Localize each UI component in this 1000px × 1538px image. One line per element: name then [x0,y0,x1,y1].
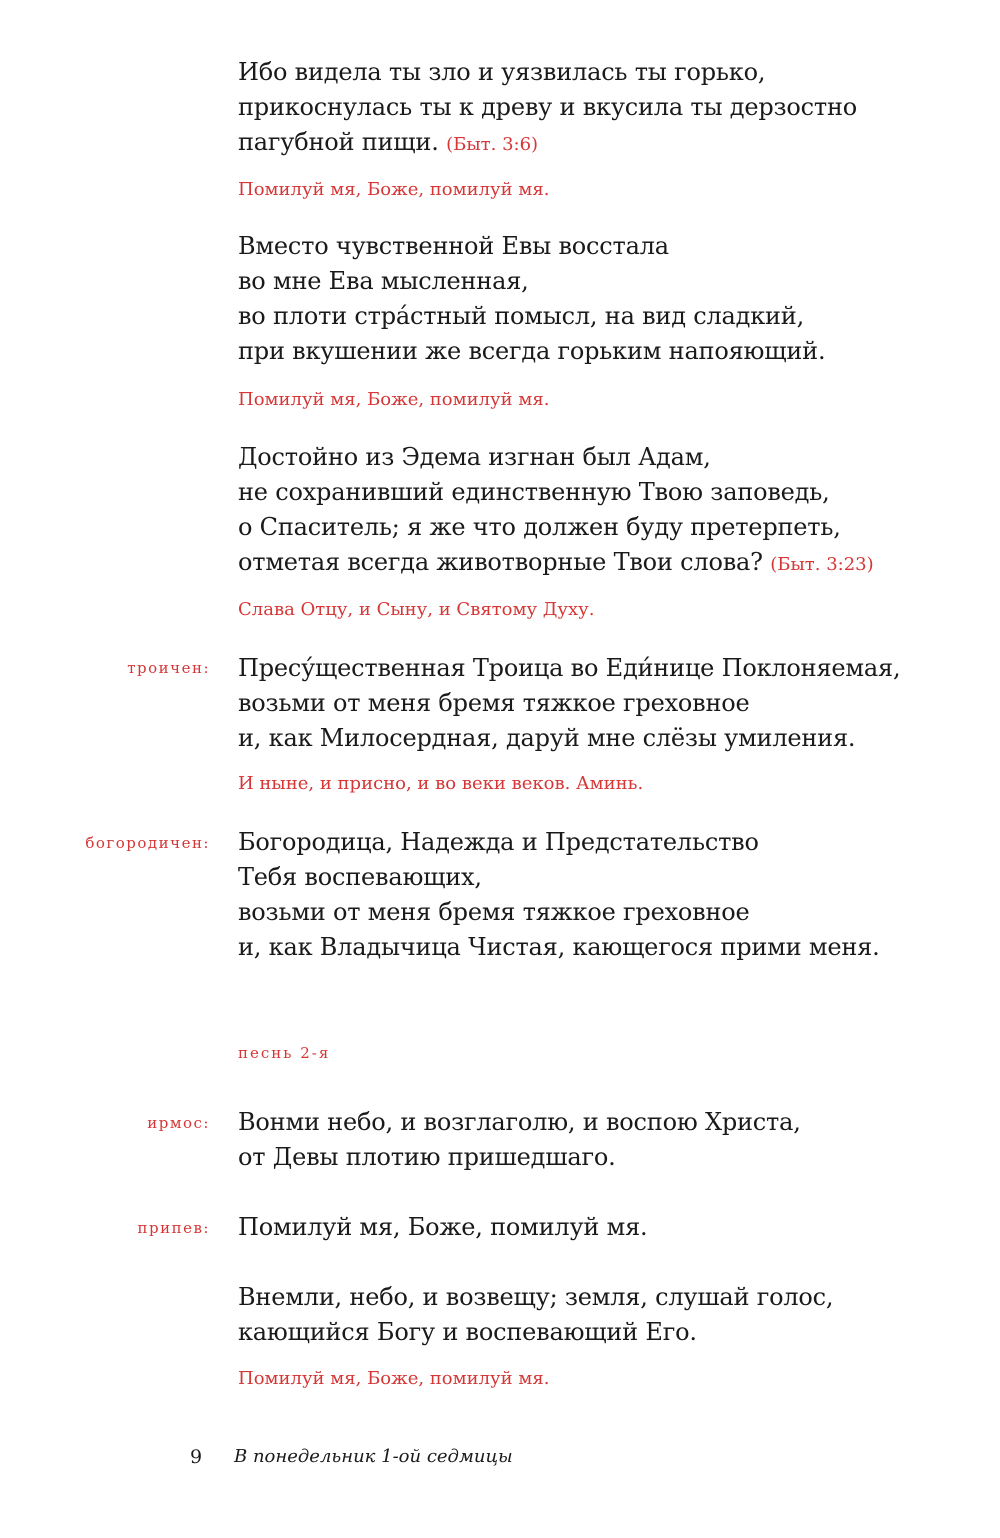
verse-line: и, как Владычица Чистая, кающегося прими меня. [238,933,880,961]
verse-line: во мне Ева мысленная, [238,267,529,295]
verse-line: Пресу́щественная Троица во Еди́нице Поклоняемая, [238,654,901,682]
verse-line: кающийся Богу и воспевающий Его. [238,1318,697,1346]
verse-line: Вонми небо, и возглаголю, и воспою Христа, [238,1108,801,1136]
verse-line: и, как Милосердная, даруй мне слёзы умиления. [238,724,856,752]
irmos-stanza [238,1105,938,1175]
verse-text: пагубной пищи. [238,128,439,156]
verse-line: о Спаситель; я же что должен буду претерпеть, [238,513,841,541]
verse-line: прикоснулась ты к древу и вкусила ты дерзостно [238,93,858,121]
refrain: Помилуй мя, Боже, помилуй мя. [238,1368,550,1389]
stanza-2 [238,229,938,369]
scripture-reference: (Быт. 3:23) [770,554,874,575]
verse-line: Тебя воспевающих, [238,863,482,891]
verse-line: Богородица, Надежда и Предстательство [238,828,759,856]
verse-line: Достойно из Эдема изгнан был Адам, [238,443,711,471]
stanza-1 [238,55,938,162]
bogorodichen-label: богородичен: [85,834,210,852]
verse-line: Вместо чувственной Евы восстала [238,232,669,260]
pripev-text [238,1210,938,1245]
verse-line-with-ref [238,125,938,162]
verse-line: Внемли, небо, и возвещу; земля, слушай голос, [238,1283,834,1311]
verse-text: отметая всегда животворные Твои слова? [238,548,763,576]
verse-line: во плоти стра́стный помысл, на вид сладкий, [238,302,805,330]
refrain: И ныне, и присно, и во веки веков. Аминь. [238,773,644,794]
verse-line: при вкушении же всегда горьким напояющий. [238,337,826,365]
verse-line: Ибо видела ты зло и уязвилась ты горько, [238,58,766,86]
scripture-reference: (Быт. 3:6) [446,134,539,155]
bogorodichen-stanza [238,825,938,965]
refrain: Слава Отцу, и Сыну, и Святому Духу. [238,599,595,620]
verse-line: Помилуй мя, Боже, помилуй мя. [238,1213,648,1241]
refrain: Помилуй мя, Боже, помилуй мя. [238,179,550,200]
verse-line-with-ref [238,545,938,582]
song-heading: песнь 2-я [238,1044,331,1062]
verse-line: возьми от меня бремя тяжкое греховное [238,898,750,926]
refrain: Помилуй мя, Боже, помилуй мя. [238,389,550,410]
troichen-stanza [238,651,938,756]
page-number: 9 [190,1446,203,1468]
pripev-label: припев: [137,1219,210,1237]
irmos-label: ирмос: [147,1114,210,1132]
verse-line: не сохранивший единственную Твою заповедь, [238,478,830,506]
stanza-3 [238,440,938,582]
stanza-4 [238,1280,938,1350]
verse-line: от Девы плотию пришедшаго. [238,1143,616,1171]
running-title: В понедельник 1-ой седмицы [234,1446,513,1467]
verse-line: возьми от меня бремя тяжкое греховное [238,689,750,717]
troichen-label: троичен: [127,659,210,677]
